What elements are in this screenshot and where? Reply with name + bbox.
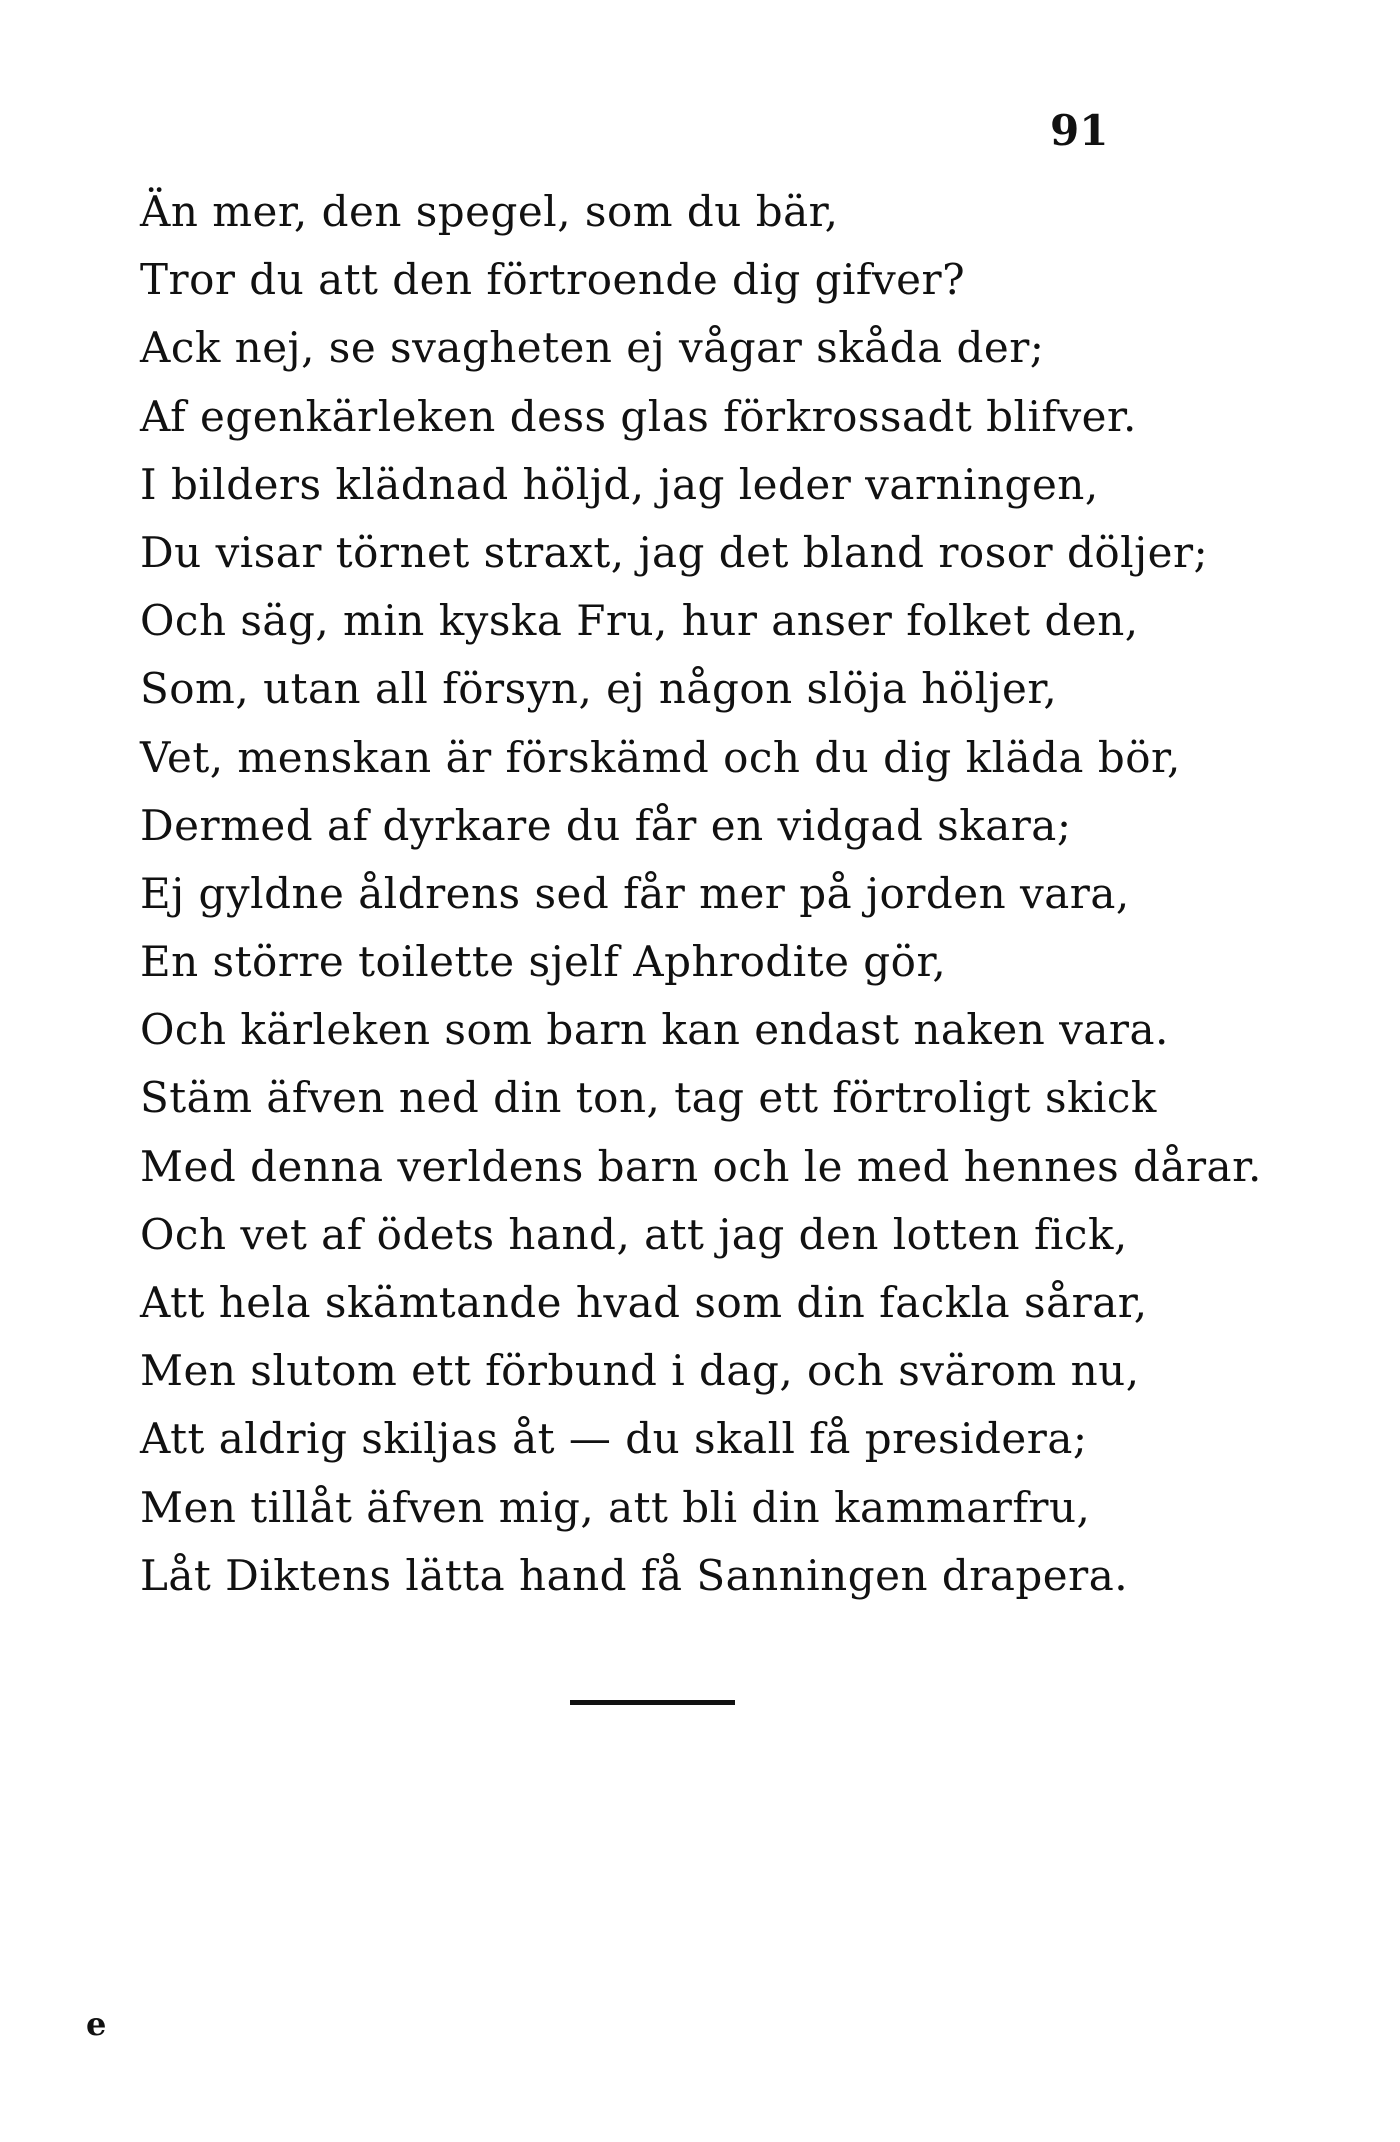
poem-line: I bilders klädnad höljd, jag leder varningen,	[140, 459, 1099, 509]
poem-line: Och vet af ödets hand, att jag den lotten fick,	[140, 1209, 1128, 1259]
poem-line: Af egenkärleken dess glas förkrossadt blifver.	[140, 391, 1137, 441]
poem-line: Dermed af dyrkare du får en vidgad skara;	[140, 800, 1072, 850]
poem-line: Stäm äfven ned din ton, tag ett förtroligt skick	[140, 1073, 1157, 1123]
poem-line: Med denna verldens barn och le med hennes dårar.	[140, 1141, 1262, 1191]
poem	[140, 178, 1262, 1610]
poem-line: En större toilette sjelf Aphrodite gör,	[140, 937, 947, 987]
poem-line: Att aldrig skiljas åt — du skall få presidera;	[140, 1414, 1088, 1464]
poem-line: Tror du att den förtroende dig gifver?	[140, 255, 966, 305]
poem-line: Vet, menskan är förskämd och du dig kläda bör,	[140, 732, 1181, 782]
poem-line: Och säg, min kyska Fru, hur anser folket den,	[140, 596, 1139, 646]
section-divider	[570, 1700, 735, 1705]
poem-line: Ej gyldne åldrens sed får mer på jorden vara,	[140, 868, 1130, 918]
page-number: 91	[1050, 106, 1109, 155]
poem-line: Ack nej, se svagheten ej vågar skåda der;	[140, 323, 1045, 373]
footer-mark: e	[86, 2005, 107, 2043]
poem-line: Men tillåt äfven mig, att bli din kammarfru,	[140, 1482, 1091, 1532]
poem-line: Och kärleken som barn kan endast naken vara.	[140, 1005, 1169, 1055]
poem-line: Som, utan all försyn, ej någon slöja höljer,	[140, 664, 1058, 714]
poem-line: Men slutom ett förbund i dag, och svärom nu,	[140, 1346, 1140, 1396]
poem-line: Än mer, den spegel, som du bär,	[140, 187, 839, 236]
poem-line: Att hela skämtande hvad som din fackla sårar,	[140, 1278, 1148, 1327]
poem-line: Du visar törnet straxt, jag det bland rosor döljer;	[140, 527, 1209, 577]
poem-line: Låt Diktens lätta hand få Sanningen drapera.	[140, 1550, 1129, 1600]
